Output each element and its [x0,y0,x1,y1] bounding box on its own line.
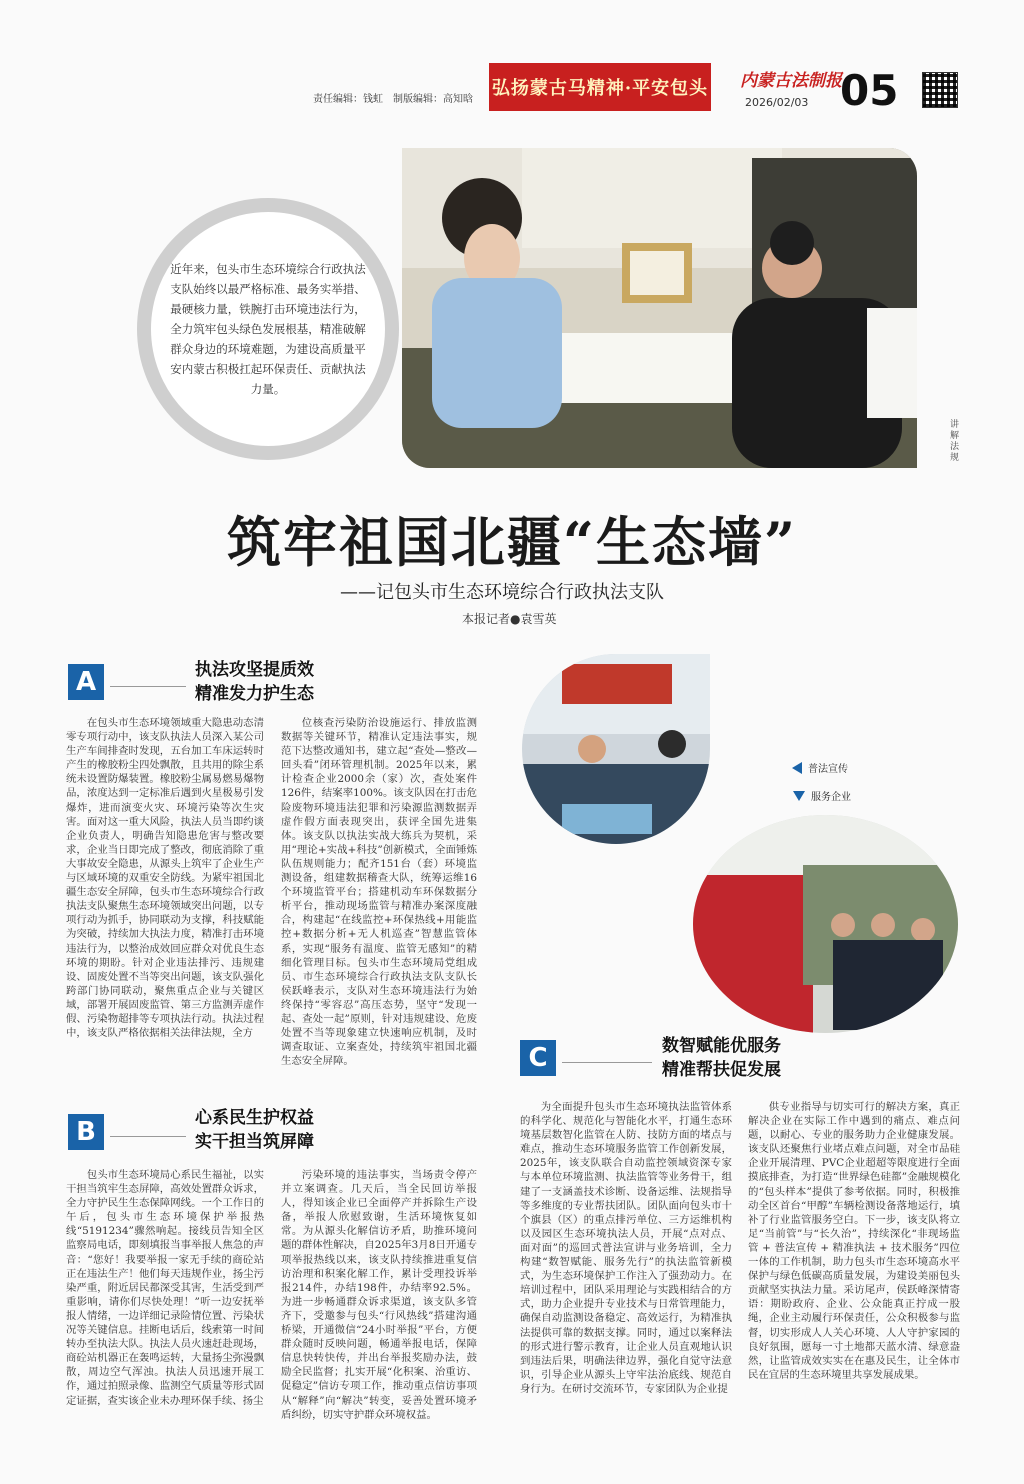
photo-enterprise-service [693,815,958,1033]
article-author: 本报记者●袁雪英 [462,612,557,626]
section-b-badge: B [68,1114,104,1150]
top-photo-caption: 讲解法规 [950,420,960,463]
section-b-heading-line2: 实干担当筑屏障 [195,1132,314,1152]
article-title: 筑牢祖国北疆“生态墙” [226,510,798,574]
section-b-col2: 污染环境的违法事实，当场责令停产并立案调查。几天后，当全民回访举报人，得知该企业已全面停产并拆除生产设备，举报人欣慰致谢，生活环境恢复如常。为从源头化解信访矛盾，助推环境问题的群体性解决，自2025年3月8日开通专项举报热线以来，该支队持续推进重复信访治理和积案化解工作，累计受理投诉举报214件，办结198件，办结率92.5%。为进一步畅通群众诉求渠道，该支队多管齐下，受邀参与包头“行风热线”搭建沟通桥梁，开通微信“24小时举报”平台，方便群众随时反映问题，畅通举报电话，保障信息快转快传，并出台举报奖励办法，鼓励全民监督；扎实开展“化积案、治重访、促稳定”信访专项工作，推动重点信访事项从“解释”向“解决”转变，妥善处置环境矛盾纠纷，切实守护群众环境权益。 [281,1169,477,1421]
caption-enterprise-service [793,788,851,803]
section-c-col2: 供专业指导与切实可行的解决方案，真正解决企业在实际工作中遇到的痛点、难点问题，以耐心、专业的服务助力企业健康发展。该支队还聚焦行业堵点难点问题，对全市品硅企业开展清理、PVC企业超超等限度进行全面摸底排查，为打造“世界绿色硅都”金融规模化的“包头样本”提供了参考依据。同时，积极推动全区首台“甲醇”车辆检测设备落地运行，填补了行业监管服务空白。下一步，该支队将立足“当前管”与“长久治”，持续深化“非现场监管 + 普法宣传 + 精准执法 + 技术服务”四位一体的工作机制，助力包头市生态环境高水平保护与绿色低碳高质量发展，为建设美丽包头贡献坚实执法力量。采访尾声，侯跃峰深情寄语：期盼政府、企业、公众能真正拧成一股绳，企业主动履行环保责任，公众积极参与监督，切实形成人人关心环境、人人守护家园的良好氛围，愿每一寸土地都天蓝水清、绿意盎然，让监管成效实实在在惠及民生，让全体市民在宜居的生态环境里共享发展成果。 [748,1101,960,1381]
editor-credits: 责任编辑：钱虹 制版编辑：高知晗 [313,94,473,105]
section-b-heading-line1: 心系民生护权益 [195,1108,314,1128]
section-c-heading-line1: 数智赋能优服务 [662,1036,781,1056]
section-a-heading-line2: 精准发力护生态 [195,684,314,704]
article-subtitle: ——记包头市生态环境综合行政执法支队 [340,582,664,603]
triangle-down-icon [793,791,805,801]
section-a-col2: 位核查污染防治设施运行、排放监测数据等关键环节，精准认定违法事实，规范下达整改通知书，建立起“查处—整改—回头看”闭环管理机制。2025年以来，累计检查企业2000余（家）次，查处案件126件，结案率100%。该支队因在打击危险废物环境违法犯罪和污染源监测数据弄虚作假方面表现突出，获评全国先进集体。该支队以执法实战大练兵为契机，采用“理论+实战+科技”创新模式，全面锤炼队伍规则能力；配齐151台（套）环境监测设备，组建数据稽查大队，统筹运维16个环境监管平台；搭建机动车环保数据分析平台，推动现场监管与精准办案深度融合，构建起“在线监控+环保热线+用能监控+数据分析+无人机巡查”智慧监管体系，实现“服务有温度、监管无感知”的精细化管理目标。包头市生态环境局党组成员、市生态环境综合行政执法支队支队长侯跃峰表示，支队对生态环境违法行为始终保持“零容忍”高压态势，坚守“发现一起、查处一起”原则，针对违规建设、危废处置不当等现象建立快速响应机制，及时调查取证、立案查处，持续筑牢祖国北疆生态安全屏障。 [281,717,477,1068]
section-c-rule [562,1062,652,1063]
column-banner: 弘扬蒙古马精神·平安包头 [489,63,711,111]
legal-promo-image [522,654,710,844]
office-scene-image [402,148,917,468]
intro-text: 近年来，包头市生态环境综合行政执法支队始终以最严格标准、最务实举措、最硬核力量，铁腕打击环境违法行为，全力筑牢包头绿色发展根基，精准破解群众身边的环境难题，为建设高质量平安内蒙古积极扛起环保责任、贡献执法力量。 [170,262,366,396]
section-c-heading-line2: 精准帮扶促发展 [662,1060,781,1080]
intro-circle [137,198,399,460]
caption-legal-promo-text: 普法宣传 [808,764,848,775]
section-b-rule [110,1136,186,1137]
triangle-left-icon [792,762,802,774]
section-b-heading [195,1106,314,1154]
section-a-rule [110,686,186,687]
page-number: 05 [840,66,899,115]
section-c-badge: C [520,1040,556,1076]
top-photo [402,148,917,468]
issue-date: 2026/02/03 [745,96,809,109]
section-a-heading-line1: 执法攻坚提质效 [195,660,314,680]
section-a-col1: 在包头市生态环境领域重大隐患动态清零专项行动中，该支队执法人员深入某公司生产车间排查时发现，五台加工车床运转时产生的橡胶粉尘四处飘散，且共用的除尘系统未设置防爆装置。橡胶粉尘属易燃易爆物品，浓度达到一定标准后遇到火星极易引发爆炸，进而演变火灾、环境污染等次生灾害。面对这一重大风险，执法人员当即约谈企业负责人，明确告知隐患危害与整改要求，企业当日即完成了整改，彻底消除了重大事故安全隐患，从源头上筑牢了企业生产与区域环境的双重安全防线。为紧牢祖国北疆生态安全屏障，包头市生态环境综合行政执法支队聚焦生态环境领域突出问题，以专项行动为抓手，协同联动为支撑，科技赋能为突破，持续加大执法力度，精准打击环境违法行为，以整治成效回应群众对优良生态环境的期盼。针对企业违法排污、违规建设、固废处置不当等突出问题，该支队强化跨部门协同联动，聚焦重点企业与关键区域，部署开展固废监管、第三方监测弄虚作假、污染物超排等专项执法行动。执法过程中，该支队严格依据相关法律法规，全方 [66,717,264,1040]
enterprise-service-image [693,815,958,1033]
newspaper-logo: 内蒙古法制报 [740,71,842,91]
section-a-heading [195,658,314,706]
section-c-heading [662,1034,781,1082]
section-c-col1: 为全面提升包头市生态环境执法监管体系的科学化、规范化与智能化水平，打通生态环境基层数智化监管在人防、技防方面的堵点与难点，推动生态环境服务监管工作创新发展，2025年，该支队联合自动监控领域资深专家与本单位环境监测、执法监管等业务骨干，组建了一支涵盖技术诊断、设备运维、法规指导等多维度的专业帮扶团队。团队面向包头市十个旗县（区）的重点排污单位、三方运维机构以及园区生态环境执法人员，开展“点对点、面对面”的巡回式普法宣讲与业务培训，全力构建“数智赋能、服务先行”的执法监管新模式，为生态环境保护工作注入了强劲动力。在培训过程中，团队采用理论与实践相结合的方式，助力企业提升专业技术与日常管理能力，确保自动监测设备稳定、高效运行，为精准执法提供可靠的数据支撑。同时，通过以案释法的形式进行警示教育，让企业人员直观地认识到违法后果，明确法律边界，强化自觉守法意识，引导企业从源头上守牢法治底线、规范自身行为。在研讨交流环节，专家团队为企业提 [520,1101,732,1395]
section-a-badge: A [68,664,104,700]
caption-legal-promo [792,760,848,775]
qr-code-icon [922,72,958,108]
caption-enterprise-service-text: 服务企业 [811,792,851,803]
photo-legal-promo [522,654,710,844]
section-b-col1: 包头市生态环境局心系民生福祉，以实干担当筑牢生态屏障，高效处置群众诉求，全力守护民生生态保障网线。一个工作日的午后，包头市生态环境保护举报热线“5191234”骤然响起。接线员告知全区监察局电话，即刻填报当事举报人焦急的声音：“您好！我要举报一家无手续的商砼站正在违法生产！他们每天违规作业，扬尘污染严重，附近居民都深受其害，生活受到严重影响，请你们尽快处理！”听一边安抚举报人情绪，一边详细记录险情位置、污染状况等关键信息。挂断电话后，线索第一时间转办至执法大队。执法人员火速赶赴现场，商砼站机器正在轰鸣运转，大量扬尘弥漫飘散，周边空气浑浊。执法人员迅速开展工作，通过拍照录像、监测空气质量等形式固定证据，查实该企业未办理环保手续、扬尘 [66,1169,264,1407]
